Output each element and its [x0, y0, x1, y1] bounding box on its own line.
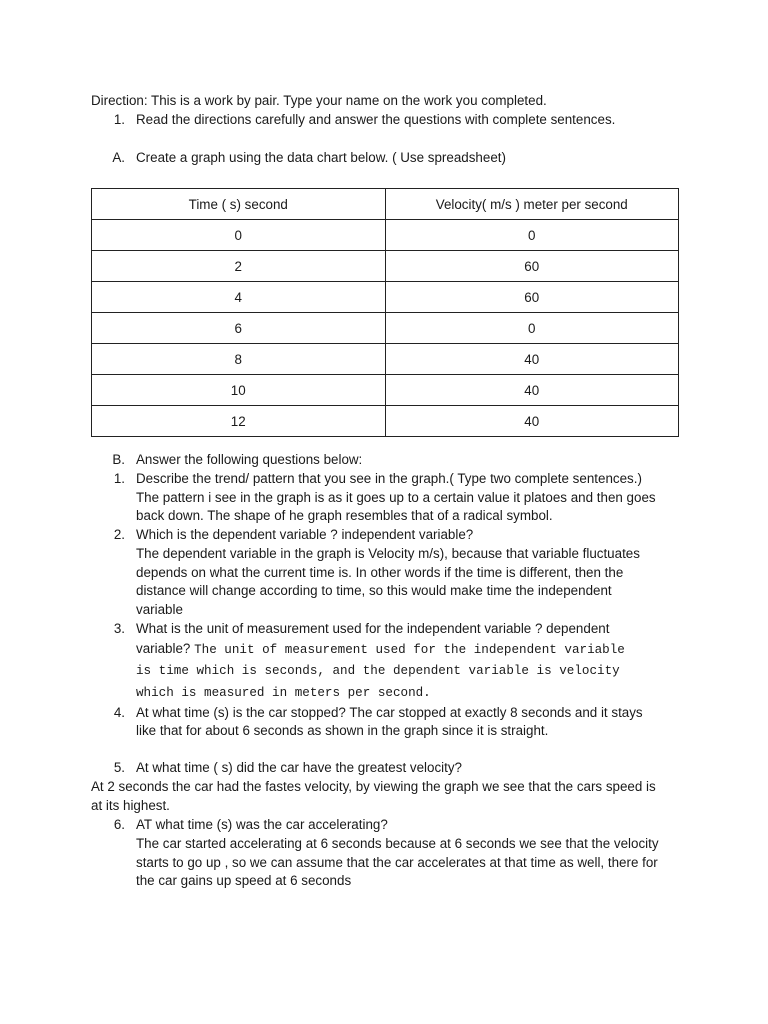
table-header-row — [92, 189, 679, 220]
answer-text: The car started accelerating at 6 seconds because at 6 seconds we see that the velocity — [136, 836, 659, 851]
velocity-cell: 40 — [385, 344, 679, 375]
part-a-label: A. — [112, 150, 125, 165]
answer-text: distance will change according to time, so this would make time the independent — [136, 583, 612, 598]
part-a-text: Create a graph using the data chart below. ( Use spreadsheet) — [136, 150, 506, 165]
part-b-text: Answer the following questions below: — [136, 452, 363, 467]
header-time: Time ( s) second — [92, 189, 386, 220]
answer-text: starts to go up , so we can assume that the car accelerates at that time as well, there for — [136, 855, 658, 870]
time-cell: 6 — [92, 313, 386, 344]
velocity-cell: 40 — [385, 406, 679, 437]
answer-text: The pattern i see in the graph is as it goes up to a certain value it platoes and then goes — [136, 490, 656, 505]
answer-text: is time which is seconds, and the dependent variable is velocity — [136, 664, 620, 678]
question-text: At what time ( s) did the car have the greatest velocity? — [136, 760, 462, 775]
table-row — [92, 406, 679, 437]
question-number: 3. — [113, 621, 125, 636]
velocity-cell: 40 — [385, 375, 679, 406]
question-number: 4. — [113, 705, 125, 720]
table-row — [92, 344, 679, 375]
table-row — [92, 375, 679, 406]
data-table — [91, 188, 679, 437]
answer-text: The unit of measurement used for the independent variable — [194, 643, 625, 657]
table-row — [92, 220, 679, 251]
answer-text: which is measured in meters per second. — [136, 686, 431, 700]
velocity-cell: 60 — [385, 251, 679, 282]
time-cell: 10 — [92, 375, 386, 406]
table-row — [92, 282, 679, 313]
question-text: Describe the trend/ pattern that you see in the graph.( Type two complete sentences.) — [136, 471, 642, 486]
question-text-continued — [136, 640, 625, 659]
direction-text: Direction: This is a work by pair. Type your name on the work you completed. — [91, 93, 547, 108]
answer-text: depends on what the current time is. In other words if the time is different, then the — [136, 565, 624, 580]
question-text: What is the unit of measurement used for the independent variable ? dependent — [136, 621, 610, 636]
velocity-cell: 0 — [385, 220, 679, 251]
table-row — [92, 313, 679, 344]
question-number: 5. — [113, 760, 125, 775]
question-text: Which is the dependent variable ? independent variable? — [136, 527, 474, 542]
question-number: 1. — [113, 471, 125, 486]
answer-text: variable — [136, 602, 183, 617]
answer-text: The dependent variable in the graph is Velocity m/s), because that variable fluctuates — [136, 546, 640, 561]
question-number: 2. — [113, 527, 125, 542]
time-cell: 4 — [92, 282, 386, 313]
table-row — [92, 251, 679, 282]
question-text: AT what time (s) was the car accelerating? — [136, 817, 388, 832]
question-text: variable? — [136, 641, 191, 656]
step-text: Read the directions carefully and answer the questions with complete sentences. — [136, 112, 616, 127]
answer-text: at its highest. — [91, 798, 170, 813]
time-cell: 8 — [92, 344, 386, 375]
time-cell: 2 — [92, 251, 386, 282]
answer-text: At 2 seconds the car had the fastes velocity, by viewing the graph we see that the cars speed is — [91, 779, 656, 794]
answer-text: the car gains up speed at 6 seconds — [136, 873, 352, 888]
answer-text: back down. The shape of he graph resembles that of a radical symbol. — [136, 508, 553, 523]
question-text: like that for about 6 seconds as shown in the graph since it is straight. — [136, 723, 549, 738]
time-cell: 0 — [92, 220, 386, 251]
velocity-cell: 60 — [385, 282, 679, 313]
step-number: 1. — [113, 112, 125, 127]
header-velocity: Velocity( m/s ) meter per second — [385, 189, 679, 220]
time-cell: 12 — [92, 406, 386, 437]
question-number: 6. — [113, 817, 125, 832]
question-text: At what time (s) is the car stopped? The car stopped at exactly 8 seconds and it stays — [136, 705, 643, 720]
part-b-label: B. — [112, 452, 125, 467]
velocity-cell: 0 — [385, 313, 679, 344]
